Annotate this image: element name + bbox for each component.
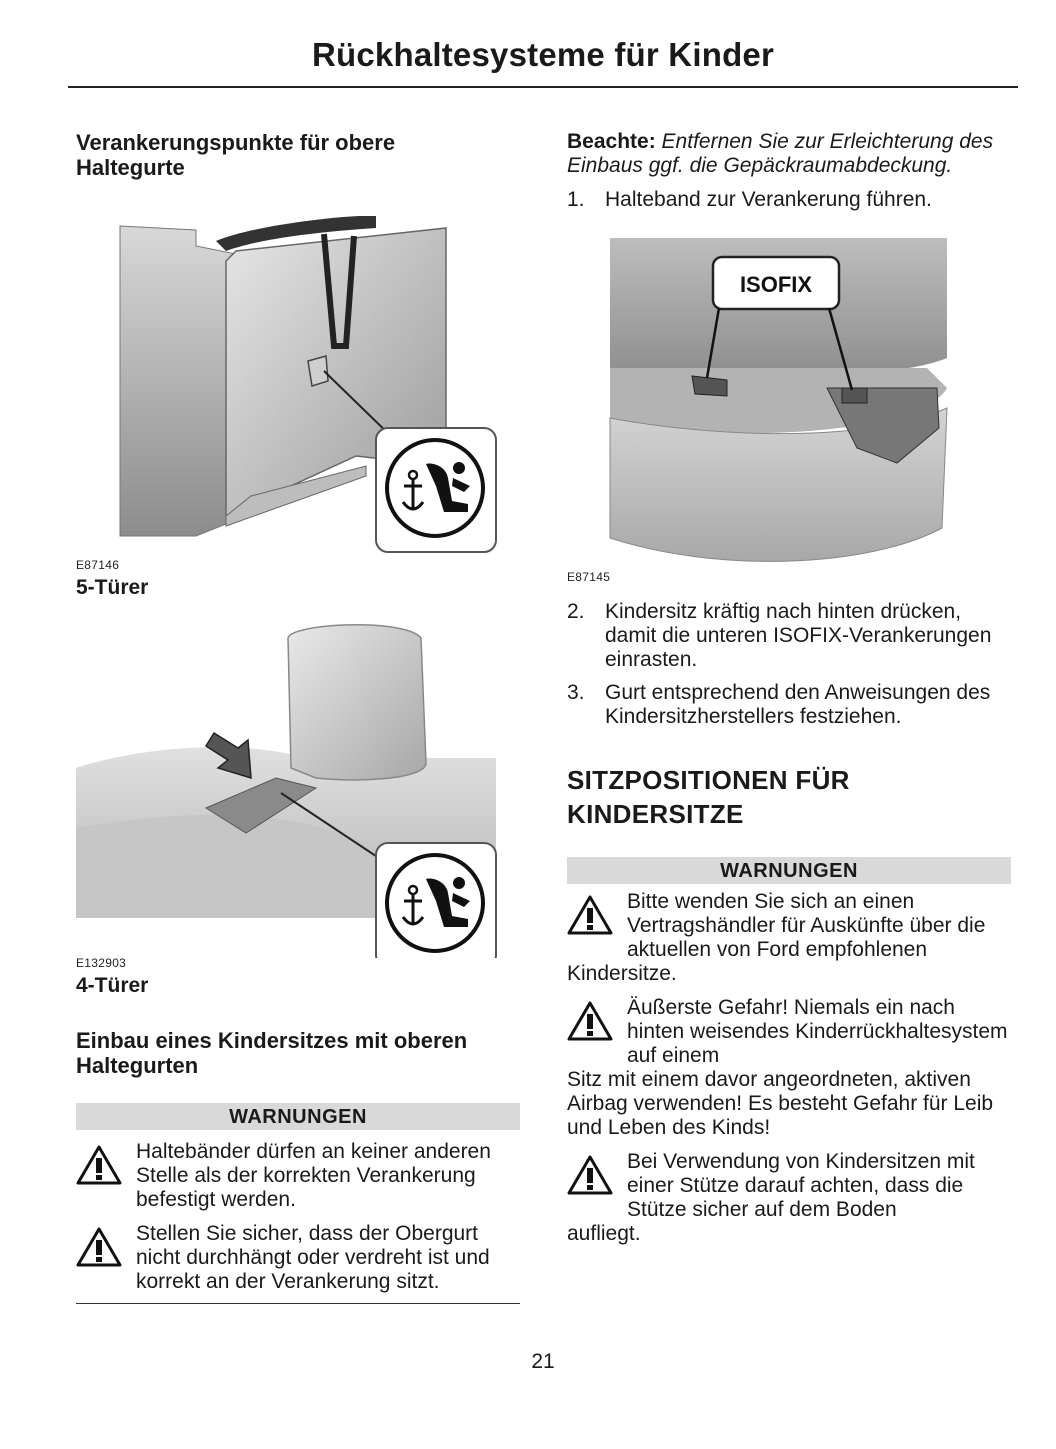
warning-item bbox=[567, 996, 1011, 1140]
steps-list-part1 bbox=[567, 188, 1011, 212]
steps-list-part2 bbox=[567, 600, 1011, 729]
list-item bbox=[567, 600, 1011, 672]
step-number: 1. bbox=[567, 188, 585, 211]
warnings-bottom-rule bbox=[76, 1303, 520, 1304]
note-label: Beachte: bbox=[567, 130, 656, 153]
figure-code-e87146: E87146 bbox=[76, 558, 120, 572]
step-text: Kindersitz kräftig nach hinten drücken, damit die unteren ISOFIX-Verankerungen einrasten. bbox=[605, 600, 992, 671]
step-text: Gurt entsprechend den Anweisungen des Kindersitzherstellers festziehen. bbox=[605, 681, 991, 728]
figure-isofix-anchors bbox=[567, 238, 1007, 578]
warnings-box-left bbox=[76, 1103, 520, 1304]
warning-text: Äußerste Gefahr! Niemals ein nach hinten weisendes Kinderrückhaltesystem auf einem bbox=[627, 996, 1008, 1067]
heading-install-child-seat: Einbau eines Kindersitzes mit oberen Haltegurten bbox=[76, 1028, 468, 1078]
warning-text-continued: Kindersitze. bbox=[567, 962, 677, 985]
warning-triangle-icon bbox=[567, 894, 613, 936]
step-text: Halteband zur Verankerung führen. bbox=[605, 188, 932, 211]
warning-item bbox=[76, 1222, 520, 1294]
step-number: 3. bbox=[567, 681, 585, 704]
warnings-header: WARNUNGEN bbox=[567, 857, 1011, 884]
figure-caption-5-door: 5-Türer bbox=[76, 576, 149, 599]
figure-code-e87145: E87145 bbox=[567, 570, 611, 584]
warning-item bbox=[567, 890, 1011, 986]
heading-top-anchors: Verankerungspunkte für obere Haltegurte bbox=[76, 130, 396, 180]
note bbox=[567, 130, 1011, 178]
page-number: 21 bbox=[531, 1350, 555, 1373]
warning-text-continued: Sitz mit einem davor angeordneten, aktiven Airbag verwenden! Es besteht Gefahr für Leib und Leben des Kinds! bbox=[567, 1068, 994, 1139]
list-item bbox=[567, 188, 1011, 212]
isofix-label: ISOFIX bbox=[739, 272, 813, 297]
figure-code-e132903: E132903 bbox=[76, 956, 127, 970]
list-item bbox=[567, 681, 1011, 729]
warning-text-continued: aufliegt. bbox=[567, 1222, 641, 1245]
warning-triangle-icon bbox=[567, 1000, 613, 1042]
title-divider bbox=[68, 86, 1018, 88]
warning-text: Stellen Sie sicher, dass der Obergurt nicht durchhängt oder verdreht ist und korrekt an der Verankerung sitzt. bbox=[136, 1222, 490, 1293]
warning-item bbox=[76, 1140, 520, 1212]
figure-caption-4-door: 4-Türer bbox=[76, 974, 149, 997]
warning-text: Bei Verwendung von Kindersitzen mit einer Stütze darauf achten, dass die Stütze sicher auf dem Boden bbox=[627, 1150, 975, 1221]
warning-triangle-icon bbox=[76, 1144, 122, 1186]
warning-triangle-icon bbox=[567, 1154, 613, 1196]
warnings-box-right bbox=[567, 857, 1011, 1246]
warning-item bbox=[567, 1150, 1011, 1246]
figure-4-door-anchor bbox=[76, 618, 506, 958]
page-title: Rückhaltesysteme für Kinder bbox=[311, 36, 775, 73]
left-column bbox=[76, 130, 520, 1304]
warning-triangle-icon bbox=[76, 1226, 122, 1268]
warning-text: Bitte wenden Sie sich an einen Vertragshändler für Auskünfte über die aktuellen von Ford empfohlenen bbox=[627, 890, 986, 961]
warning-text: Haltebänder dürfen an keiner anderen Stelle als der korrekten Verankerung befestigt werden. bbox=[136, 1140, 491, 1211]
section-heading-seat-positions: SITZPOSITIONEN FÜR KINDERSITZE bbox=[567, 765, 850, 829]
warnings-header: WARNUNGEN bbox=[76, 1103, 520, 1130]
figure-5-door-anchor bbox=[76, 216, 506, 556]
step-number: 2. bbox=[567, 600, 585, 623]
right-column bbox=[567, 130, 1011, 1246]
note-text: Entfernen Sie zur Erleichterung des Einbaus ggf. die Gepäckraumabdeckung. bbox=[567, 130, 994, 177]
